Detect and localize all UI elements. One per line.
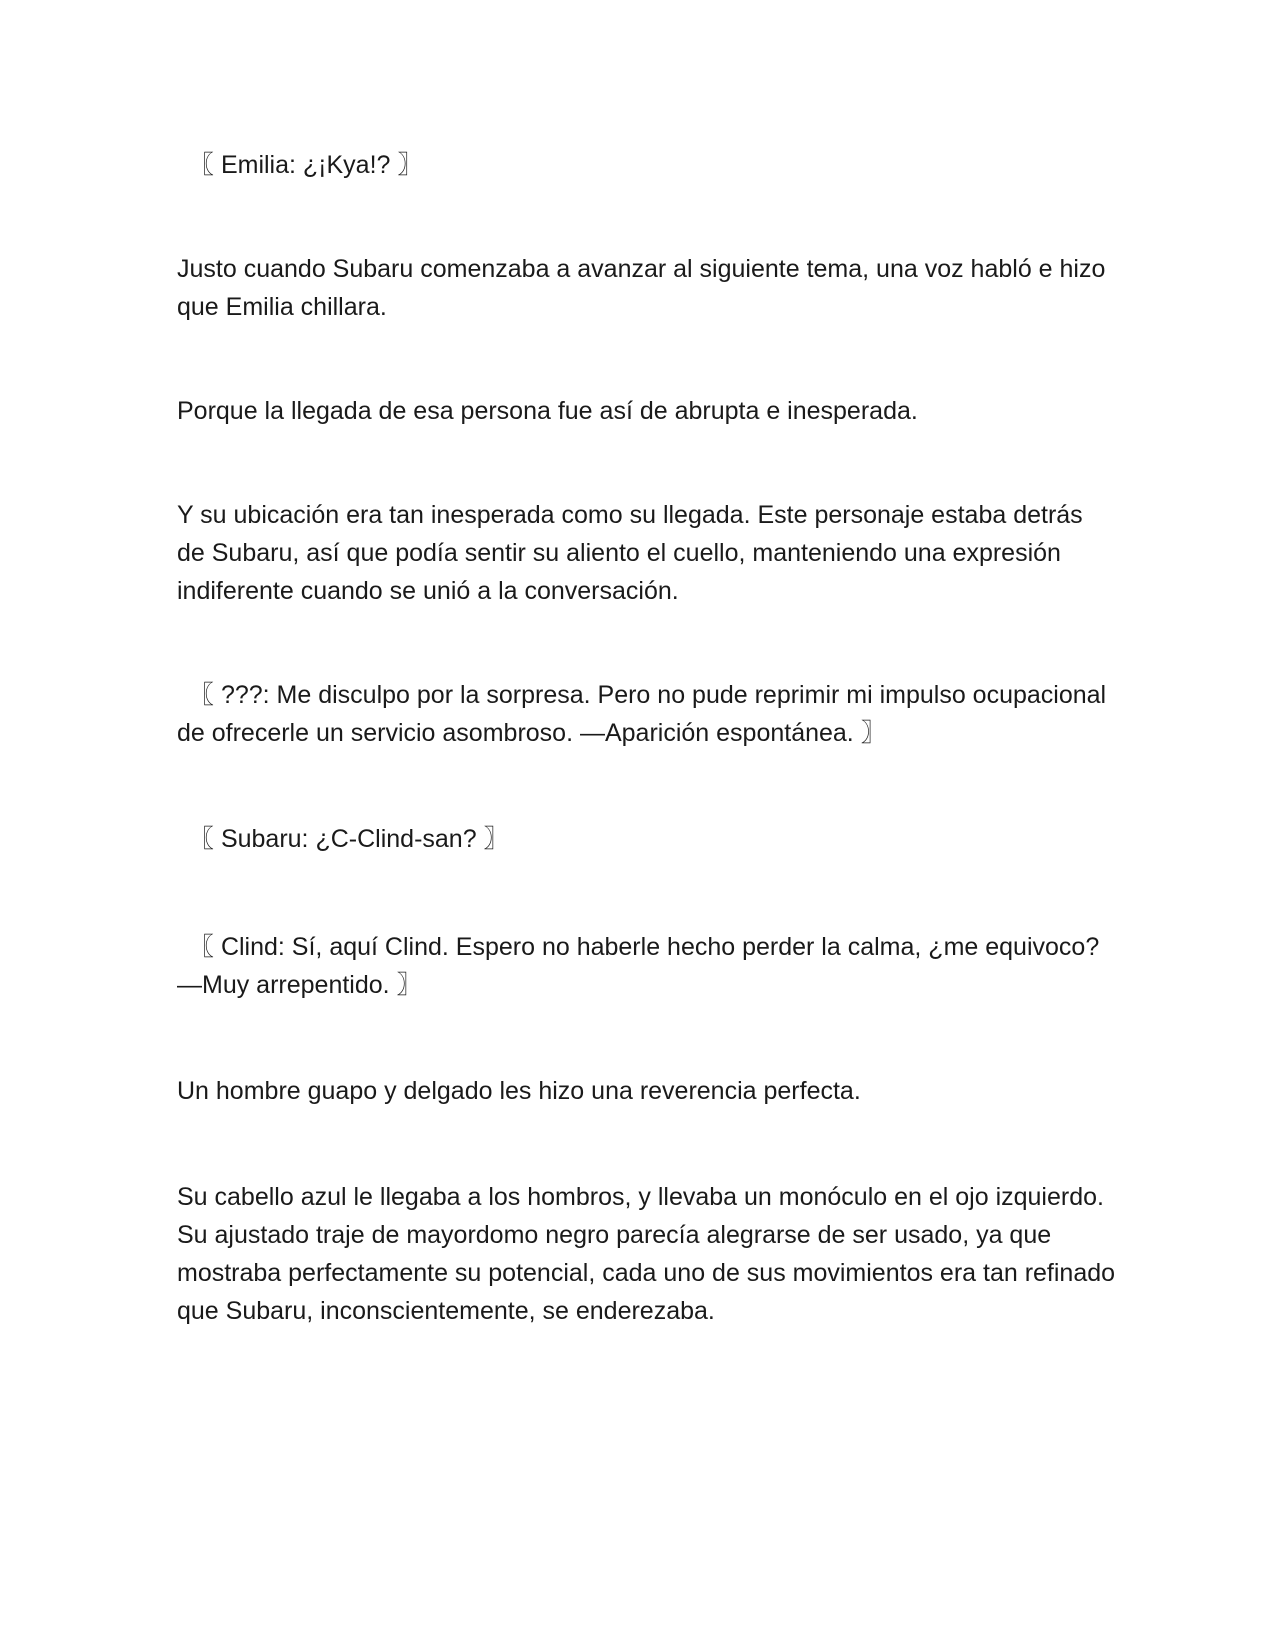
dialogue-subaru: 〖 Subaru: ¿C-Clind-san? 〗 bbox=[189, 825, 509, 853]
paragraph-abrupt-arrival: Porque la llegada de esa persona fue así de abrupta e inesperada. bbox=[177, 397, 918, 425]
paragraph-description: Su cabello azul le llegaba a los hombros, y llevaba un monóculo en el ojo izquierdo. Su ajustado traje de mayordomo negro parecía alegrarse de ser usado, ya que mostraba perfectamente su potencial, cada uno de sus movimientos era tan refinado que Subaru, inconscientemente, se enderezaba. bbox=[177, 1183, 1116, 1325]
dialogue-unknown: 〖 ???: Me disculpo por la sorpresa. Pero no pude reprimir mi impulso ocupacional de ofrecerle un servicio asombroso. —Aparición espontánea. 〗 bbox=[177, 681, 1107, 747]
paragraph-location: Y su ubicación era tan inesperada como su llegada. Este personaje estaba detrás de Subaru, así que podía sentir su aliento el cuello, manteniendo una expresión indiferente cuando se unió a la conversación. bbox=[177, 501, 1083, 605]
dialogue-emilia: 〖 Emilia: ¿¡Kya!? 〗 bbox=[189, 151, 423, 179]
dialogue-clind: 〖 Clind: Sí, aquí Clind. Espero no haberle hecho perder la calma, ¿me equivoco? —Muy arrepentido. 〗 bbox=[177, 933, 1100, 999]
paragraph-bow: Un hombre guapo y delgado les hizo una reverencia perfecta. bbox=[177, 1077, 861, 1105]
paragraph-subaru-topic: Justo cuando Subaru comenzaba a avanzar al siguiente tema, una voz habló e hizo que Emilia chillara. bbox=[177, 255, 1106, 321]
